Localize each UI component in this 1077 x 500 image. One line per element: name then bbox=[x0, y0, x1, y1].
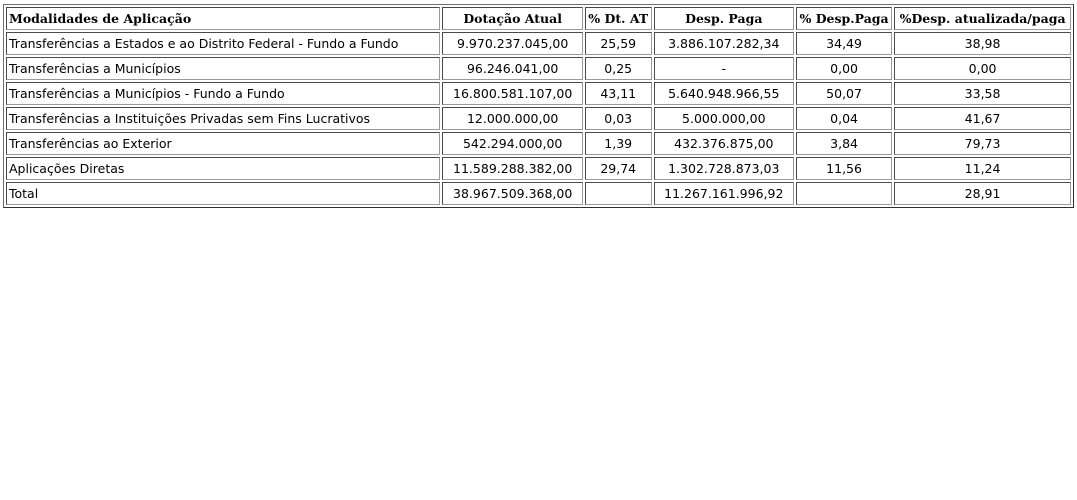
cell-desp-paga: 3.886.107.282,34 bbox=[654, 32, 794, 55]
cell-pct-dt-at: 25,59 bbox=[585, 32, 652, 55]
row-label: Transferências a Municípios - Fundo a Fundo bbox=[6, 82, 440, 105]
cell-dotacao-atual: 11.589.288.382,00 bbox=[442, 157, 582, 180]
table-row bbox=[6, 132, 1071, 155]
cell-pct-dt-at: 1,39 bbox=[585, 132, 652, 155]
cell-pct-dt-at: 0,25 bbox=[585, 57, 652, 80]
cell-desp-paga: 432.376.875,00 bbox=[654, 132, 794, 155]
row-label: Transferências a Municípios bbox=[6, 57, 440, 80]
cell-dotacao-atual: 12.000.000,00 bbox=[442, 107, 582, 130]
cell-pct-desp-paga: 3,84 bbox=[796, 132, 892, 155]
header-modalidades: Modalidades de Aplicação bbox=[6, 7, 440, 30]
total-dotacao-atual: 38.967.509.368,00 bbox=[442, 182, 582, 205]
total-pct-desp-paga bbox=[796, 182, 892, 205]
row-label: Transferências a Estados e ao Distrito Federal - Fundo a Fundo bbox=[6, 32, 440, 55]
cell-pct-desp-atualizada-paga: 41,67 bbox=[894, 107, 1071, 130]
row-label: Transferências a Instituições Privadas sem Fins Lucrativos bbox=[6, 107, 440, 130]
cell-dotacao-atual: 16.800.581.107,00 bbox=[442, 82, 582, 105]
cell-pct-desp-atualizada-paga: 79,73 bbox=[894, 132, 1071, 155]
total-row bbox=[6, 182, 1071, 205]
cell-desp-paga: 5.000.000,00 bbox=[654, 107, 794, 130]
cell-pct-dt-at: 0,03 bbox=[585, 107, 652, 130]
cell-pct-desp-paga: 0,00 bbox=[796, 57, 892, 80]
cell-pct-desp-atualizada-paga: 11,24 bbox=[894, 157, 1071, 180]
cell-pct-desp-atualizada-paga: 33,58 bbox=[894, 82, 1071, 105]
cell-dotacao-atual: 96.246.041,00 bbox=[442, 57, 582, 80]
cell-desp-paga: - bbox=[654, 57, 794, 80]
header-dotacao-atual: Dotação Atual bbox=[442, 7, 582, 30]
header-pct-desp-paga: % Desp.Paga bbox=[796, 7, 892, 30]
row-label: Aplicações Diretas bbox=[6, 157, 440, 180]
total-desp-paga: 11.267.161.996,92 bbox=[654, 182, 794, 205]
cell-pct-desp-atualizada-paga: 0,00 bbox=[894, 57, 1071, 80]
budget-table bbox=[3, 4, 1074, 208]
cell-dotacao-atual: 542.294.000,00 bbox=[442, 132, 582, 155]
header-pct-desp-atualizada-paga: %Desp. atualizada/paga bbox=[894, 7, 1071, 30]
total-pct-desp-atualizada-paga: 28,91 bbox=[894, 182, 1071, 205]
cell-pct-desp-paga: 50,07 bbox=[796, 82, 892, 105]
row-label: Transferências ao Exterior bbox=[6, 132, 440, 155]
header-pct-dt-at: % Dt. AT bbox=[585, 7, 652, 30]
cell-desp-paga: 1.302.728.873,03 bbox=[654, 157, 794, 180]
table-row bbox=[6, 57, 1071, 80]
table-row bbox=[6, 32, 1071, 55]
table-row bbox=[6, 107, 1071, 130]
header-row bbox=[6, 7, 1071, 30]
cell-pct-dt-at: 43,11 bbox=[585, 82, 652, 105]
header-desp-paga: Desp. Paga bbox=[654, 7, 794, 30]
total-label: Total bbox=[6, 182, 440, 205]
total-pct-dt-at bbox=[585, 182, 652, 205]
cell-pct-desp-paga: 34,49 bbox=[796, 32, 892, 55]
cell-dotacao-atual: 9.970.237.045,00 bbox=[442, 32, 582, 55]
cell-desp-paga: 5.640.948.966,55 bbox=[654, 82, 794, 105]
table-row bbox=[6, 157, 1071, 180]
cell-pct-desp-paga: 11,56 bbox=[796, 157, 892, 180]
cell-pct-desp-atualizada-paga: 38,98 bbox=[894, 32, 1071, 55]
table-row bbox=[6, 82, 1071, 105]
cell-pct-dt-at: 29,74 bbox=[585, 157, 652, 180]
cell-pct-desp-paga: 0,04 bbox=[796, 107, 892, 130]
